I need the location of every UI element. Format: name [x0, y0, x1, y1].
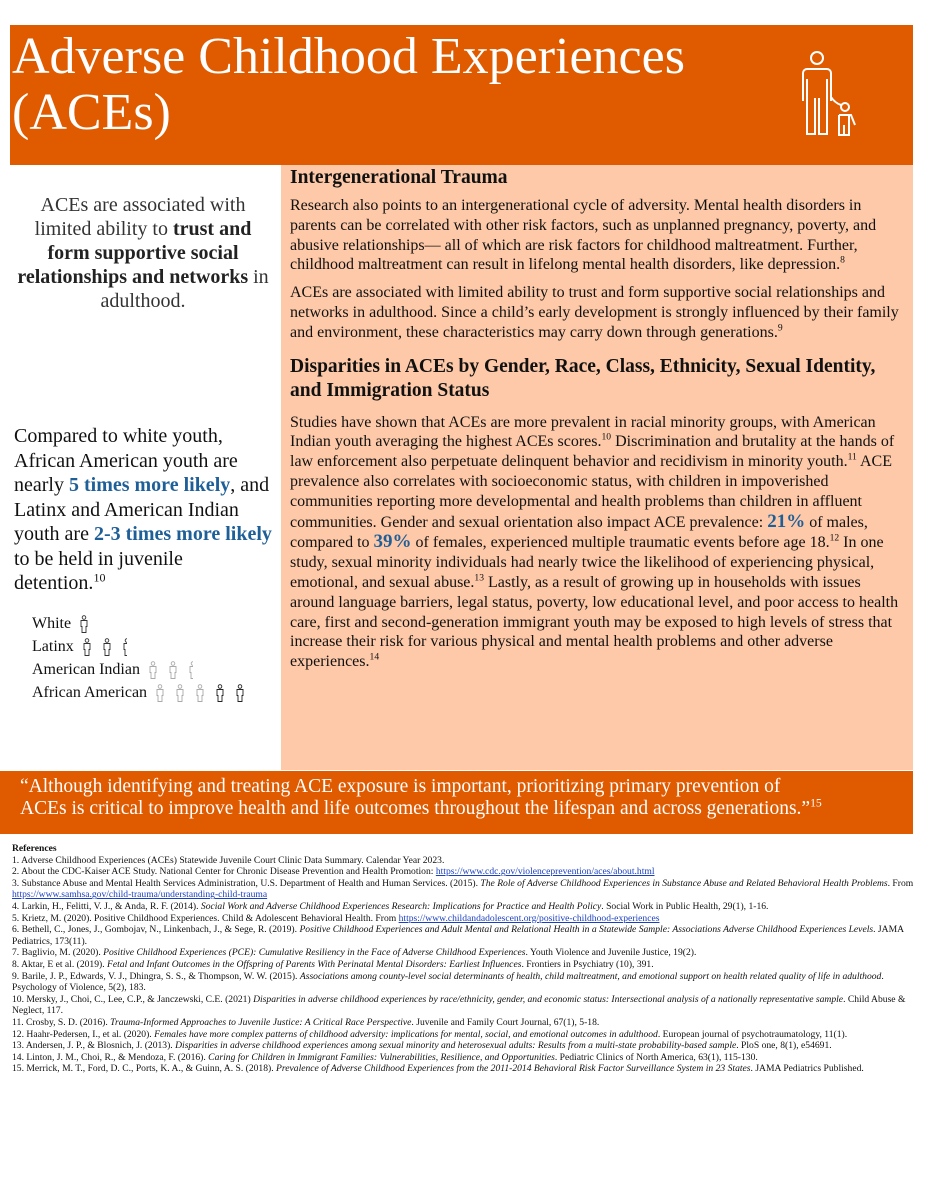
- pull-quote-text-end: in adulthood.: [100, 266, 269, 312]
- reference-title: Trauma-Informed Approaches to Juvenile Justice: A Critical Race Perspective: [110, 1016, 412, 1028]
- person-icon: [82, 638, 92, 656]
- reference-text: 14. Linton, J. M., Choi, R., & Mendoza, F. (2016).: [12, 1051, 209, 1063]
- half-person-icon: [188, 661, 198, 679]
- person-icon: [235, 684, 245, 702]
- reference-text: 4. Larkin, H., Felitti, V. J., & Anda, R. F. (2014).: [12, 900, 201, 912]
- person-icon: [215, 684, 225, 702]
- legend-label: White: [32, 615, 72, 632]
- reference-source: . From: [887, 877, 914, 889]
- paragraph-text: Research also points to an intergenerational cycle of adversity. Mental health disorders in parents can be correlated with other risk factors, such as unplanned pregnancy, poverty, and abusive relationships— all of which are risk factors for childhood maltreatment. Further, childhood maltreatment can result in lifelong mental health disorders, like depression.: [290, 197, 877, 274]
- heading-disparities: Disparities in ACEs by Gender, Race, Class, Ethnicity, Sexual Identity, and Immigration Status: [290, 355, 876, 401]
- reference-link[interactable]: https://www.cdc.gov/violenceprevention/aces/about.html: [435, 866, 655, 878]
- paragraph-text: of females, experienced multiple traumatic events before age 18.: [411, 534, 830, 552]
- person-icon: [175, 684, 185, 702]
- reference-text: 7. Baglivio, M. (2020).: [12, 947, 104, 959]
- paragraph: [290, 283, 906, 342]
- pull-quote-emphasis: trust and form supportive social relationships and networks: [17, 218, 252, 288]
- main-article: [290, 166, 906, 680]
- paragraph-text: Lastly, as a result of growing up in households with issues around language barriers, legal status, poverty, low educational level, and poor access to health care, first and second-generation immigrant youth may be exposed to high levels of stress that increase their risk for various physical and mental health problems and other adverse experiences.: [290, 573, 899, 671]
- reference-title: Social Work and Adverse Childhood Experiences Research: Implications for Practice and Health Policy: [200, 900, 602, 912]
- stat-text: , and Latinx and American Indian youth are: [14, 474, 270, 545]
- reference-text: 12. Haahr-Pedersen, I., et al. (2020).: [12, 1028, 155, 1040]
- footnote-ref: 13: [474, 572, 484, 584]
- reference-text: 13. Andersen, J. P., & Blosnich, J. (2013).: [12, 1040, 176, 1052]
- reference-item: [12, 1052, 917, 1064]
- footnote-ref: 11: [847, 451, 857, 463]
- paragraph: [290, 196, 906, 275]
- person-icon: [195, 684, 205, 702]
- legend-row-american-indian: [32, 658, 255, 681]
- legend-row-african-american: [32, 681, 255, 704]
- references-list: [12, 855, 917, 1075]
- footnote-ref: 10: [93, 570, 106, 585]
- reference-source: . Social Work in Public Health, 29(1), 1-16.: [601, 900, 769, 912]
- reference-item: [12, 959, 917, 971]
- footnote-ref: 10: [601, 432, 612, 444]
- reference-item: [12, 994, 917, 1017]
- half-person-icon: [122, 638, 132, 656]
- reference-title: Disparities in adverse childhood experiences by race/ethnicity, gender, and economic status: Intersectional analysis of a nationally representative sample: [253, 993, 844, 1005]
- reference-text: 15. Merrick, M. T., Ford, D. C., Ports, K. A., & Guinn, A. S. (2018).: [12, 1063, 277, 1075]
- reference-source: . JAMA Pediatrics Published.: [750, 1063, 864, 1075]
- reference-text: 3. Substance Abuse and Mental Health Services Administration, U.S. Department of Health and Human Services. (2015).: [12, 877, 481, 889]
- reference-title: Positive Childhood Experiences (PCE): Cumulative Resiliency in the Face of Adverse Childhood Experiences: [103, 947, 526, 959]
- paragraph-text: ACE prevalence also correlates with socioeconomic status, with children in impoverished communities reporting more developmental and health problems than children in affluent communities. Gender and sexual orientation also impact ACE prevalence:: [290, 453, 892, 531]
- callout-quote: [0, 771, 913, 834]
- reference-title: Caring for Children in Immigrant Families: Vulnerabilities, Resilience, and Opportunities: [208, 1051, 555, 1063]
- stat-highlight-5x: 5 times more likely: [68, 474, 231, 496]
- person-icon: [148, 661, 158, 679]
- person-icon: [102, 638, 112, 656]
- reference-source: . Pediatric Clinics of North America, 63(1), 115-130.: [554, 1051, 758, 1063]
- reference-text: 8. Aktar, E et al. (2019).: [12, 958, 107, 970]
- reference-title: Positive Childhood Experiences and Adult Mental and Relational Health in a Statewide Sample: Associations Adverse Childhood Experiences Levels: [299, 924, 874, 936]
- reference-title: The Role of Adverse Childhood Experiences in Substance Abuse and Related Behavioral Health Problems: [480, 877, 888, 889]
- reference-source: . Juvenile and Family Court Journal, 67(1), 5-18.: [411, 1016, 600, 1028]
- stat-highlight-2-3x: 2-3 times more likely: [93, 523, 272, 545]
- reference-source: . JAMA Pediatrics, 173(11).: [12, 924, 904, 947]
- person-icon: [168, 661, 178, 679]
- paragraph: [290, 413, 906, 672]
- paragraph-text: In one study, sexual minority individuals had nearly twice the likelihood of experiencing physical, emotional, and sexual abuse.: [290, 534, 884, 591]
- reference-text: 11. Crosby, S. D. (2016).: [12, 1016, 111, 1028]
- paragraph-text: Studies have shown that ACEs are more prevalent in racial minority groups, with American Indian youth averaging the highest ACEs scores.: [290, 413, 876, 451]
- person-icon: [79, 615, 89, 633]
- reference-item: [12, 1029, 917, 1041]
- pictogram-legend: [32, 612, 255, 704]
- reference-text: 5. Krietz, M. (2020). Positive Childhood Experiences. Child & Adolescent Behavioral Health. From: [12, 912, 399, 924]
- footnote-ref: 8: [840, 255, 845, 267]
- footnote-ref: 12: [829, 533, 840, 545]
- pull-quote: [14, 193, 272, 313]
- reference-item: [12, 1017, 917, 1029]
- legend-label: Latinx: [32, 638, 74, 655]
- reference-source: . Child Abuse & Neglect, 117.: [12, 993, 906, 1017]
- legend-row-white: [32, 612, 255, 635]
- stat-females-percent: 39%: [373, 531, 412, 553]
- pull-quote-text: ACEs are associated with limited ability to: [34, 194, 246, 240]
- paragraph-text: Discrimination and brutality at the hands of law enforcement also perpetuate delinquent behavior and recidivism in minority youth.: [290, 433, 895, 471]
- footnote-ref: 15: [810, 796, 822, 810]
- footnote-ref: 9: [777, 322, 783, 334]
- reference-source: . Frontiers in Psychiatry (10), 391.: [521, 958, 654, 970]
- reference-source: . PloS one, 8(1), e54691.: [736, 1040, 832, 1052]
- reference-title: Prevalence of Adverse Childhood Experiences from the 2011-2014 Behavioral Risk Factor Surveillance System in 23 States: [276, 1063, 751, 1075]
- reference-title: Associations among county-level social determinants of health, child maltreatment, and emotional support on health related quality of life in adulthood: [299, 970, 882, 982]
- reference-text: 10. Mersky, J., Choi, C., Lee, C.P., & Janczewski, C.E. (2021): [12, 993, 254, 1005]
- reference-item: [12, 901, 917, 913]
- stat-males-percent: 21%: [767, 510, 806, 532]
- reference-title: Females have more complex patterns of childhood adversity: implications for mental, social, and emotional outcomes in adulthood: [154, 1028, 658, 1040]
- reference-title: Fetal and Infant Outcomes in the Offspring of Parents With Perinatal Mental Disorders: Earliest Influences: [107, 958, 522, 970]
- reference-item: [12, 878, 917, 901]
- header-banner: [10, 25, 913, 165]
- reference-link[interactable]: https://www.samhsa.gov/child-trauma/understanding-child-trauma: [12, 889, 268, 901]
- paragraph-text: ACEs are associated with limited ability to trust and form supportive social relationships and networks in adulthood. Since a child’s early development is strongly influenced by their family and environment, these characteristics may carry down through generations.: [290, 284, 899, 341]
- reference-item: [12, 1040, 917, 1052]
- reference-item: [12, 866, 917, 878]
- reference-text: 2. About the CDC-Kaiser ACE Study. National Center for Chronic Disease Prevention and Health Promotion:: [12, 866, 436, 878]
- reference-text: 6. Bethell, C., Jones, J., Gombojav, N., Linkenbach, J., & Sege, R. (2019).: [12, 924, 300, 936]
- callout-line: ACEs is critical to improve health and life outcomes throughout the lifespan and across generations.”: [20, 798, 811, 819]
- legend-label: American Indian: [32, 661, 140, 678]
- parent-child-icon: [795, 49, 865, 139]
- footnote-ref: 14: [369, 651, 380, 663]
- callout-line: “Although identifying and treating ACE exposure is important, prioritizing primary prevention of: [20, 776, 781, 797]
- reference-source: . Youth Violence and Juvenile Justice, 19(2).: [525, 947, 697, 959]
- reference-text: 1. Adverse Childhood Experiences (ACEs) Statewide Juvenile Court Clinic Data Summary. Calendar Year 2023.: [12, 854, 445, 866]
- reference-item: [12, 924, 917, 947]
- person-icon: [155, 684, 165, 702]
- legend-row-latinx: [32, 635, 255, 658]
- reference-source: . Psychology of Violence, 5(2), 183.: [12, 970, 884, 994]
- reference-item: [12, 913, 917, 925]
- reference-source: . European journal of psychotraumatology, 11(1).: [657, 1028, 848, 1040]
- reference-item: [12, 947, 917, 959]
- legend-label: African American: [32, 684, 148, 701]
- detention-stat: [14, 424, 276, 596]
- reference-link[interactable]: https://www.childandadolescent.org/positive-childhood-experiences: [398, 912, 660, 924]
- reference-item: [12, 855, 917, 867]
- page-title: Adverse Childhood Experiences (ACEs): [12, 28, 685, 141]
- reference-item: [12, 1063, 917, 1075]
- reference-text: 9. Barile, J. P., Edwards, V. J., Dhingra, S. S., & Thompson, W. W. (2015).: [12, 970, 300, 982]
- stat-text: Compared to white youth, African American youth are nearly: [14, 425, 238, 496]
- reference-item: [12, 971, 917, 994]
- stat-text: to be held in juvenile detention.: [14, 547, 183, 594]
- heading-intergenerational-trauma: Intergenerational Trauma: [290, 167, 508, 188]
- paragraph-text: of males, compared to: [290, 513, 868, 552]
- references-section: [12, 843, 917, 1075]
- references-title: References: [12, 843, 57, 854]
- reference-title: Disparities in adverse childhood experiences among sexual minority and heterosexual adults: Results from a multi-state probability-based sample: [175, 1040, 737, 1052]
